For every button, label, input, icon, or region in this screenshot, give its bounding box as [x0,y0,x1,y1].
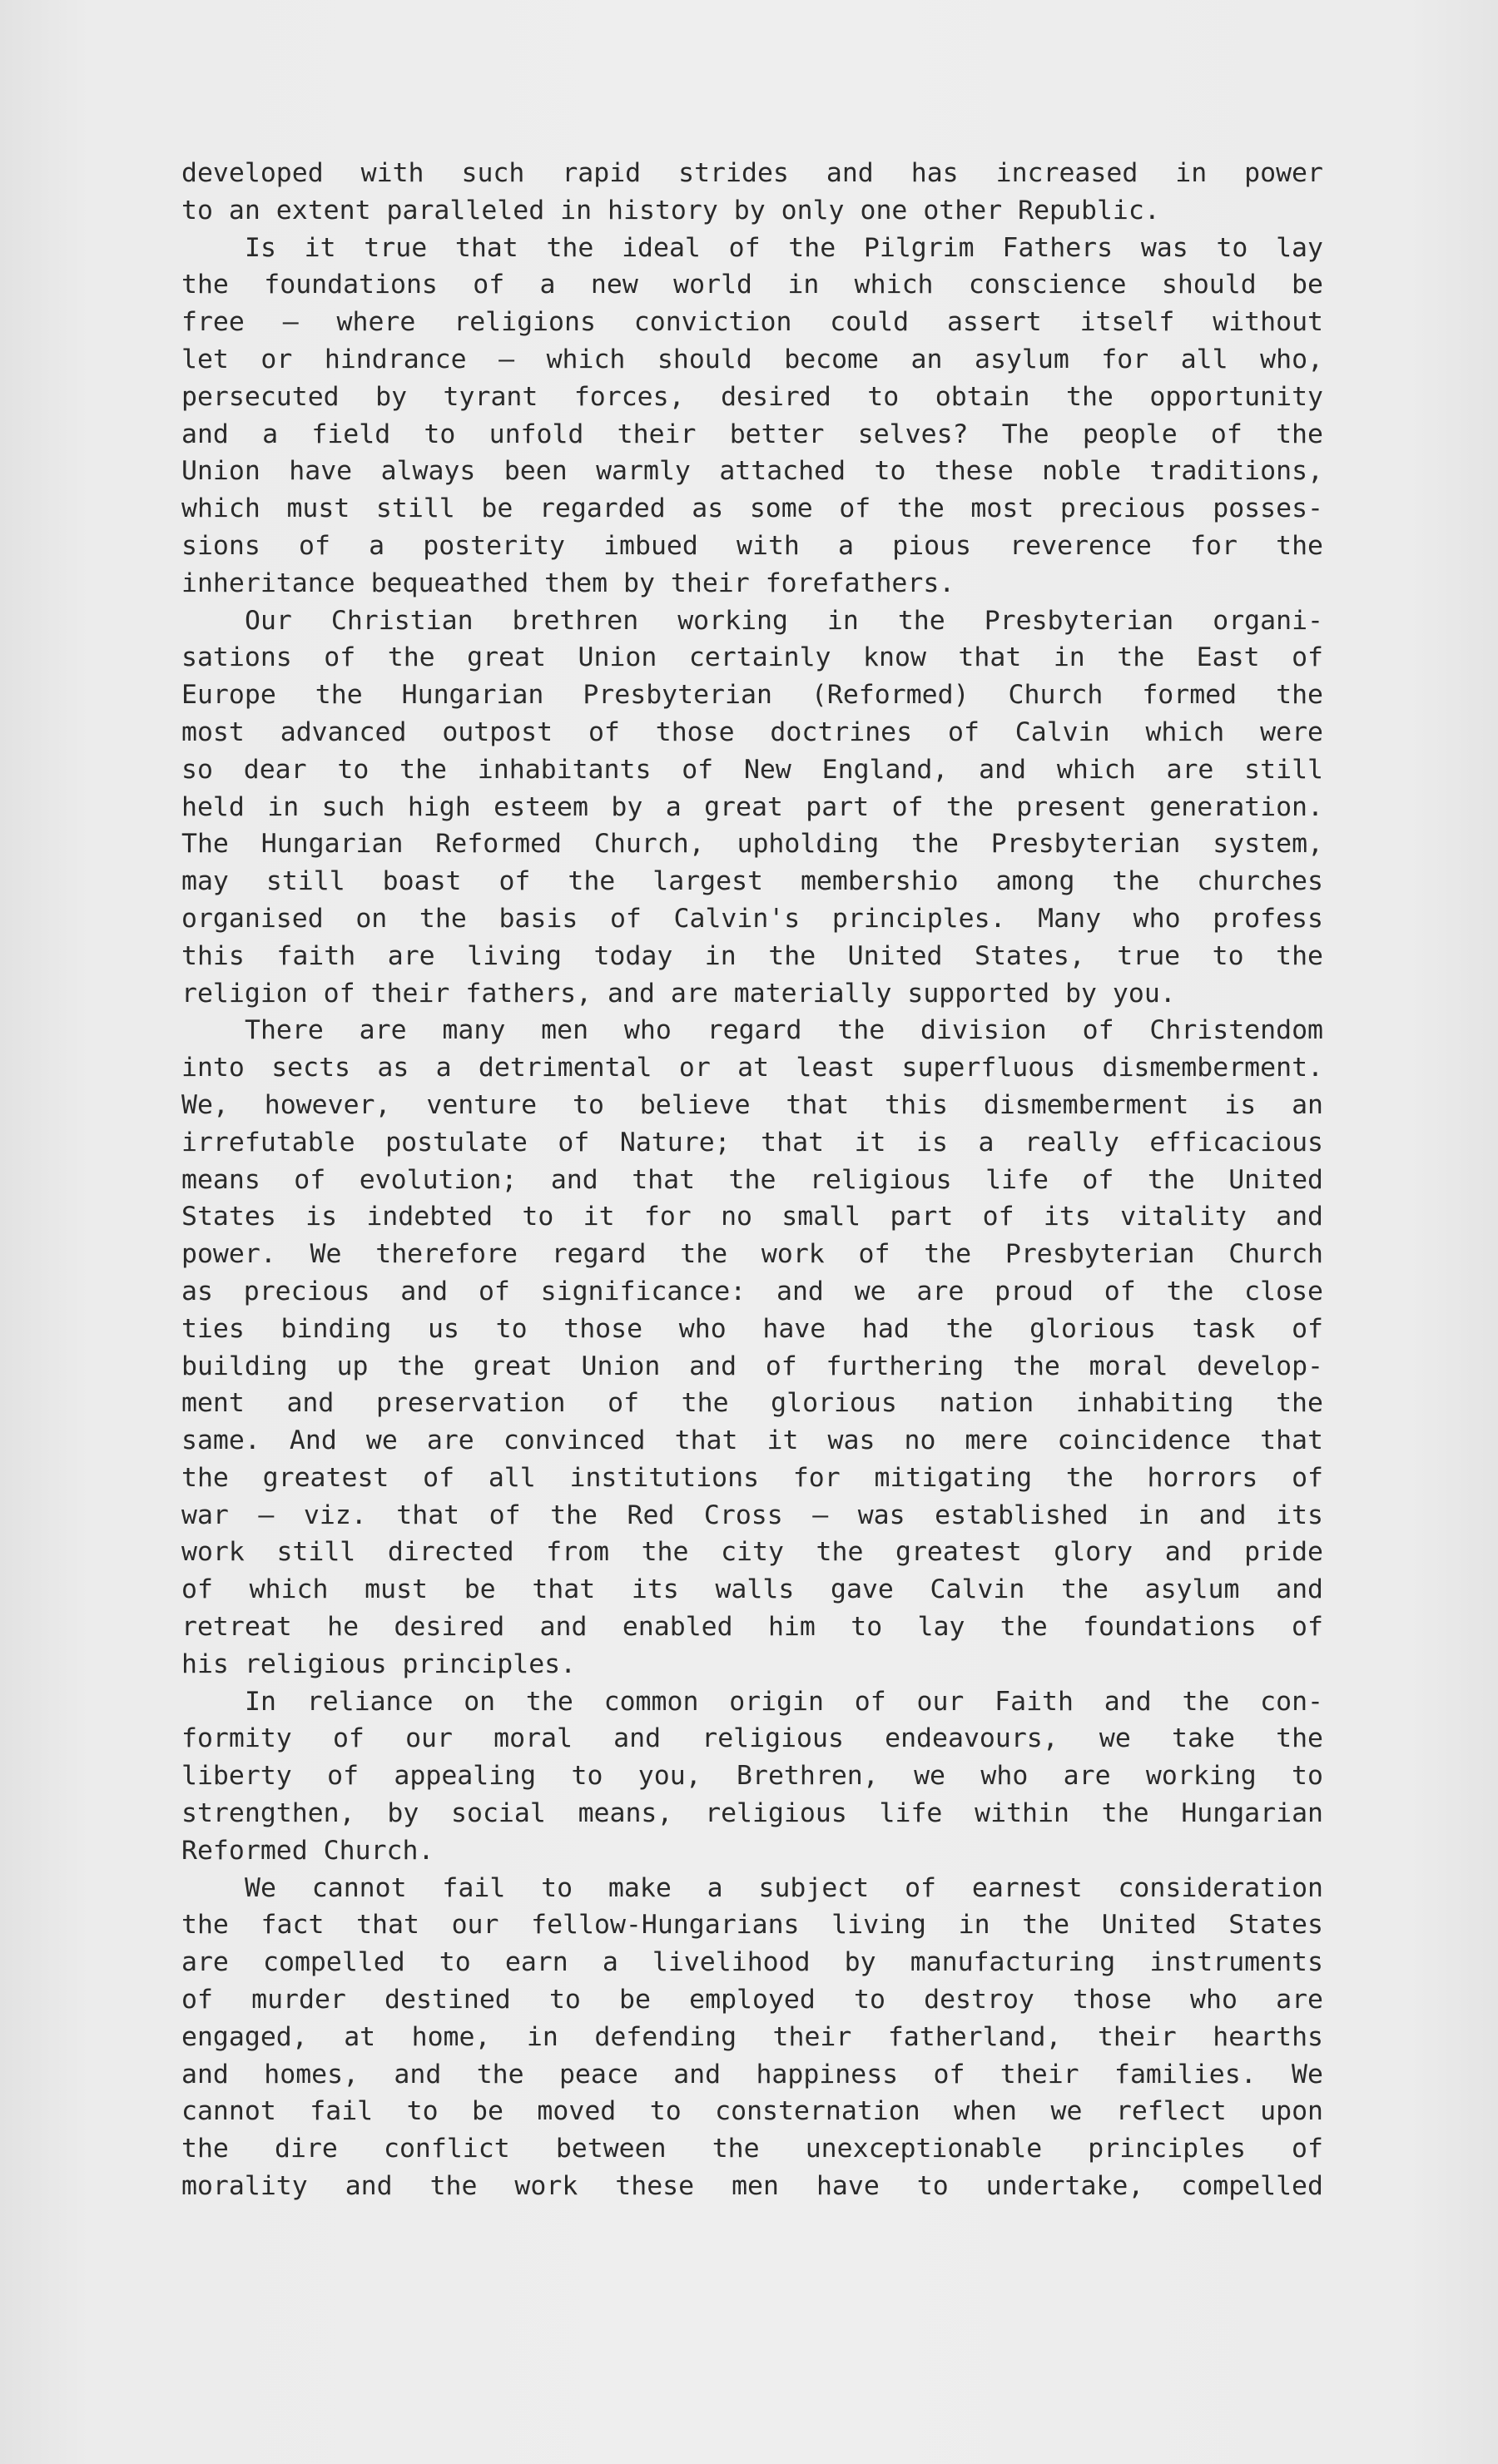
text-line: There are many men who regard the division of Christendom [245,1015,1323,1046]
text-line: Union have always been warmly attached to these noble traditions, [181,456,1323,487]
text-line: work still directed from the city the greatest glory and pride [181,1537,1323,1568]
text-line: into sects as a detrimental or at least superfluous dismemberment. [181,1053,1323,1083]
text-line: the dire conflict between the unexceptionable principles of [181,2134,1323,2164]
text-line: may still boast of the largest membershio among the churches [181,866,1323,897]
text-line: are compelled to earn a livelihood by manufacturing instruments [181,1947,1323,1978]
text-line: so dear to the inhabitants of New England, and which are still [181,754,1323,785]
text-line: the foundations of a new world in which conscience should be [181,270,1323,300]
text-line: strengthen, by social means, religious life within the Hungarian [181,1798,1323,1829]
text-line: free — where religions conviction could assert itself without [181,307,1323,338]
text-line: The Hungarian Reformed Church, upholding the Presbyterian system, [181,829,1323,860]
text-line: this faith are living today in the United States, true to the [181,940,1323,971]
text-line: war — viz. that of the Red Cross — was established in and its [181,1500,1323,1530]
text-line: ties binding us to those who have had the glorious task of [181,1313,1323,1344]
text-line: inheritance bequeathed them by their forefathers. [181,568,955,598]
text-line: morality and the work these men have to undertake, compelled [181,2171,1323,2202]
text-line: and homes, and the peace and happiness of their families. We [181,2059,1323,2090]
text-line: We cannot fail to make a subject of earnest consideration [245,1872,1323,1903]
paragraph [181,230,1323,602]
text-line: his religious principles. [181,1648,577,1679]
text-line: liberty of appealing to you, Brethren, we who are working to [181,1761,1323,1792]
text-line: persecuted by tyrant forces, desired to obtain the opportunity [181,381,1323,412]
text-line: developed with such rapid strides and has increased in power [181,158,1323,188]
text-line: to an extent paralleled in history by only one other Republic. [181,195,1160,226]
text-line: Europe the Hungarian Presbyterian (Reformed) Church formed the [181,680,1323,711]
text-line: of murder destined to be employed to destroy those who are [181,1985,1323,2015]
text-line: power. We therefore regard the work of the Presbyterian Church [181,1239,1323,1270]
paragraph [181,155,1323,230]
text-line: the greatest of all institutions for mitigating the horrors of [181,1462,1323,1493]
text-line: Reformed Church. [181,1835,434,1866]
text-line: engaged, at home, in defending their fatherland, their hearths [181,2021,1323,2052]
text-line: Our Christian brethren working in the Presbyterian organi- [245,605,1323,636]
text-line: which must still be regarded as some of the most precious posses- [181,493,1323,524]
text-line: sations of the great Union certainly know that in the East of [181,642,1323,673]
paragraph [181,1870,1323,2205]
text-line: retreat he desired and enabled him to lay the foundations of [181,1612,1323,1643]
text-line: as precious and of significance: and we are proud of the close [181,1276,1323,1306]
text-line: most advanced outpost of those doctrines of Calvin which were [181,716,1323,747]
text-line: the fact that our fellow-Hungarians living in the United States [181,1910,1323,1941]
text-line: ment and preservation of the glorious nation inhabiting the [181,1388,1323,1419]
text-line: irrefutable postulate of Nature; that it is a really efficacious [181,1127,1323,1158]
text-line: sions of a posterity imbued with a pious reverence for the [181,530,1323,561]
text-line: and a field to unfold their better selves? The people of the [181,419,1323,449]
body-text [181,155,1323,2205]
text-line: We, however, venture to believe that this dismemberment is an [181,1089,1323,1120]
text-line: formity of our moral and religious endeavours, we take the [181,1723,1323,1754]
text-line: building up the great Union and of furthering the moral develop- [181,1351,1323,1381]
text-line: States is indebted to it for no small part of its vitality and [181,1202,1323,1232]
text-line: let or hindrance — which should become an asylum for all who, [181,344,1323,374]
paragraph [181,602,1323,1013]
paragraph [181,1683,1323,1870]
text-line: of which must be that its walls gave Calvin the asylum and [181,1574,1323,1605]
paragraph [181,1012,1323,1683]
text-line: cannot fail to be moved to consternation when we reflect upon [181,2096,1323,2127]
text-line: Is it true that the ideal of the Pilgrim Fathers was to lay [245,232,1323,263]
text-line: held in such high esteem by a great part of the present generation. [181,791,1323,822]
text-line: means of evolution; and that the religious life of the United [181,1164,1323,1195]
text-line: In reliance on the common origin of our Faith and the con- [245,1686,1323,1717]
text-line: same. And we are convinced that it was no mere coincidence that [181,1425,1323,1456]
text-line: organised on the basis of Calvin's principles. Many who profess [181,903,1323,934]
text-line: religion of their fathers, and are materially supported by you. [181,978,1176,1009]
